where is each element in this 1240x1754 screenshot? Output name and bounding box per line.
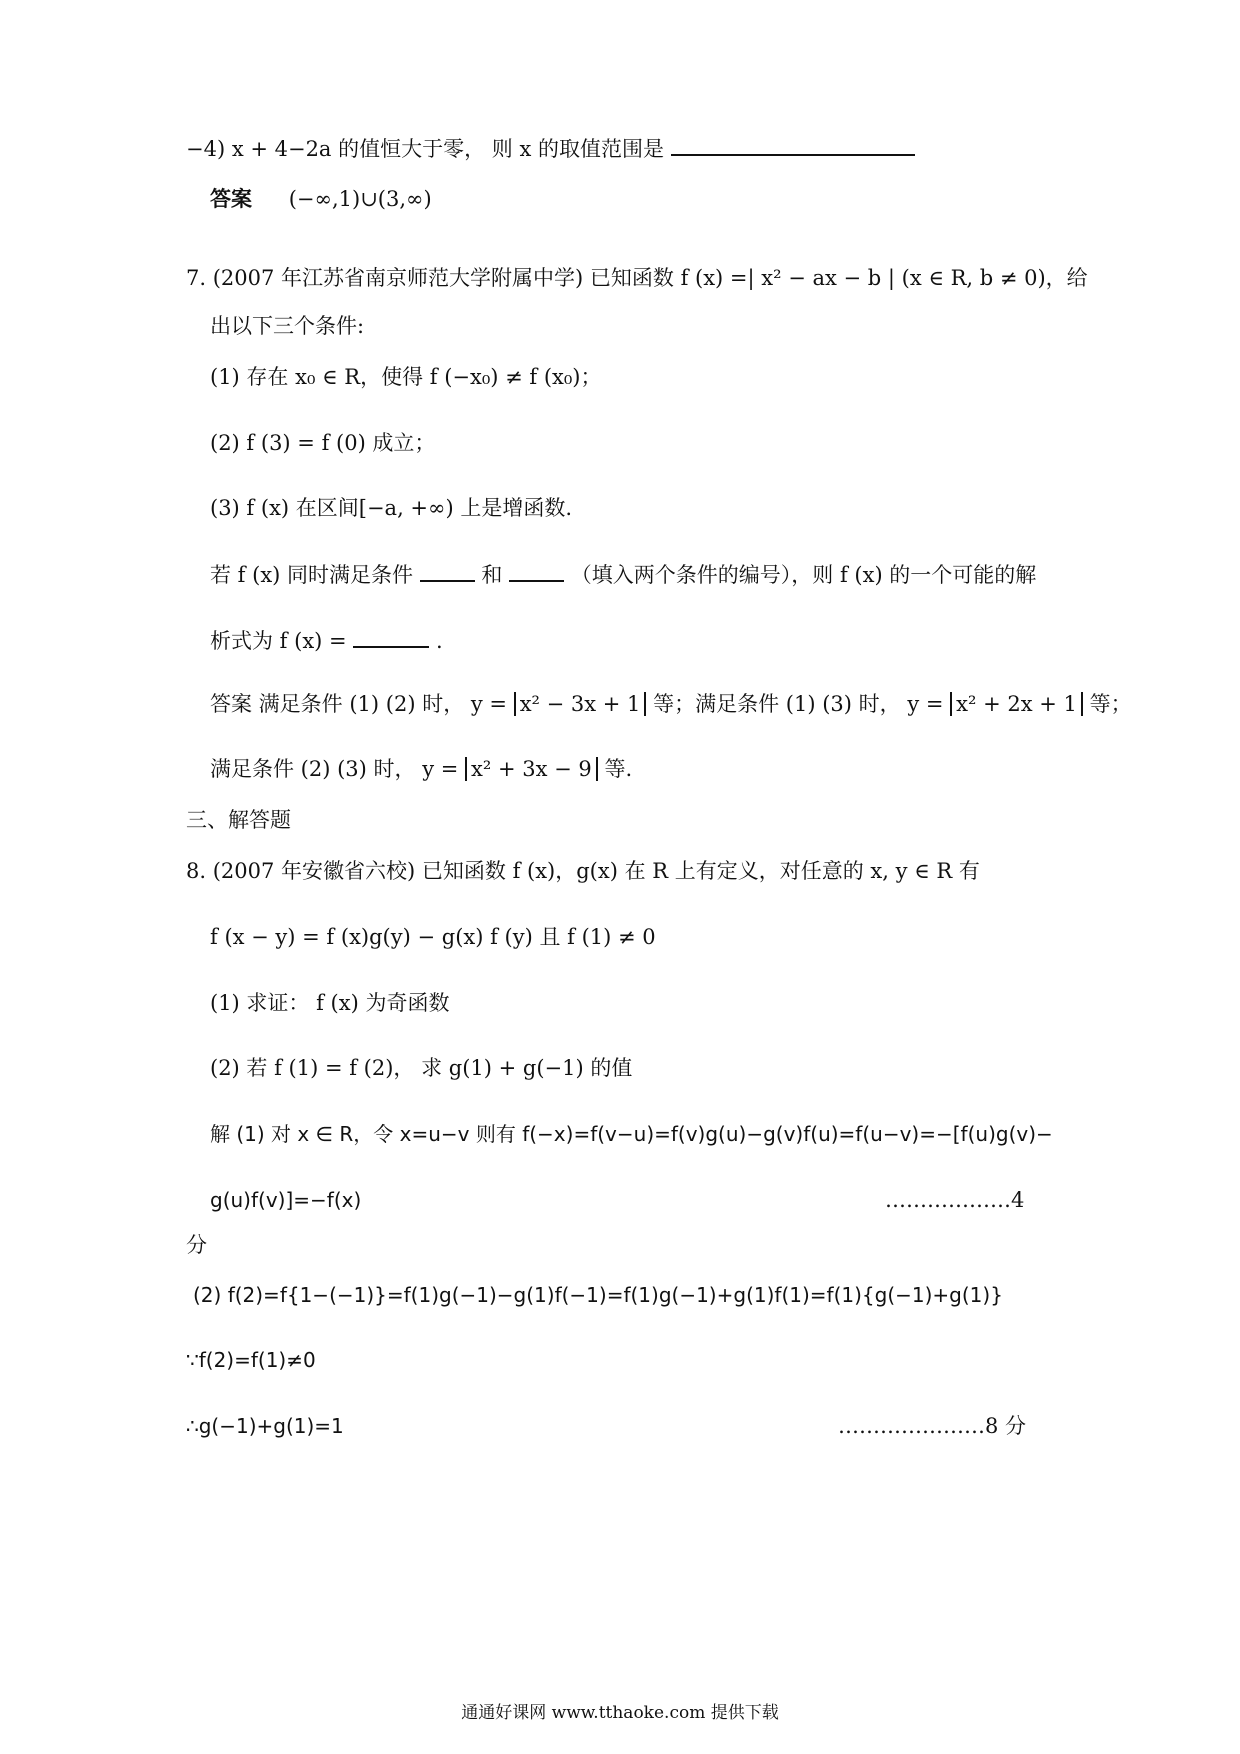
q7-ask2-text-a: 析式为 f (x) = <box>210 629 347 653</box>
solution-line-4: ∵f(2)=f(1)≠0 <box>186 1348 316 1372</box>
formula-blank <box>353 624 429 648</box>
q6-answer-value: (−∞,1)∪(3,∞) <box>288 187 432 211</box>
q6-tail-text: −4) x + 4−2a 的值恒大于零， 则 x 的取值范围是 <box>186 137 664 161</box>
q6-answer-blank <box>671 132 915 156</box>
q7-ans2-text-b: 等. <box>604 757 633 781</box>
q8-part-1: (1) 求证： f (x) 为奇函数 <box>210 991 450 1015</box>
q7-condition-3: (3) f (x) 在区间[−a, +∞) 上是增函数. <box>210 496 573 520</box>
solution-line-3: (2) f(2)=f{1−(−1)}=f(1)g(−1)−g(1)f(−1)=f(1)g(−1)+g(1)f(1)=f(1){g(−1)+g(1)} <box>193 1283 1003 1307</box>
q6-answer-line <box>210 184 432 214</box>
q8-equation: f (x − y) = f (x)g(y) − g(x) f (y) 且 f (1) ≠ 0 <box>210 925 656 949</box>
solution-line-2: g(u)f(v)]=−f(x) <box>210 1188 362 1212</box>
abs-expression-1: x² − 3x + 1 <box>514 692 647 716</box>
solution-line-1: 解 (1) 对 x ∈ R，令 x=u−v 则有 f(−x)=f(v−u)=f(v)g(u)−g(v)f(u)=f(u−v)=−[f(u)g(v)− <box>210 1122 1053 1146</box>
q7-head: 7. (2007 年江苏省南京师范大学附属中学) 已知函数 f (x) =| x² − ax − b | (x ∈ R, b ≠ 0)，给 <box>186 266 1088 290</box>
solution-line-5: ∴g(−1)+g(1)=1 <box>186 1414 344 1438</box>
abs-expression-3: x² + 3x − 9 <box>465 757 598 781</box>
q7-condition-1: (1) 存在 x₀ ∈ R，使得 f (−x₀) ≠ f (x₀)； <box>210 365 602 389</box>
q8-part-2: (2) 若 f (1) = f (2)， 求 g(1) + g(−1) 的值 <box>210 1056 633 1080</box>
q7-ask-line-2 <box>210 624 443 656</box>
score-unit: 分 <box>186 1233 207 1257</box>
q7-ask-text-a: 若 f (x) 同时满足条件 <box>210 563 414 587</box>
condition-blank-1 <box>420 558 475 582</box>
q7-condition-2: (2) f (3) = f (0) 成立； <box>210 431 436 455</box>
answer-label: 答案 <box>210 186 252 211</box>
score-dots-4: ………………4 <box>885 1188 1025 1212</box>
q7-head-cont: 出以下三个条件: <box>210 314 365 338</box>
section-heading: 三、解答题 <box>186 808 291 832</box>
q7-ans2-text-a: 满足条件 (2) (3) 时， y = <box>210 757 459 781</box>
q7-ask-line-1 <box>210 558 1036 590</box>
abs-expression-2: x² + 2x + 1 <box>950 692 1083 716</box>
score-dots-8: …………………8 分 <box>838 1414 1027 1438</box>
page-footer: 通通好课网 www.tthaoke.com 提供下载 <box>461 1703 779 1723</box>
q7-ask-text-c: （填入两个条件的编号），则 f (x) 的一个可能的解 <box>570 563 1037 587</box>
q7-ans1-text-c: 等； <box>1089 692 1132 716</box>
q7-ask-text-b: 和 <box>481 563 503 587</box>
q7-ask2-text-b: . <box>436 629 443 653</box>
condition-blank-2 <box>509 558 564 582</box>
q7-answer-line-1 <box>210 689 1132 719</box>
q8-head: 8. (2007 年安徽省六校) 已知函数 f (x)，g(x) 在 R 上有定义，对任意的 x, y ∈ R 有 <box>186 859 980 883</box>
q7-ans1-text-b: 等；满足条件 (1) (3) 时， y = <box>653 692 944 716</box>
q7-answer-line-2 <box>210 754 632 784</box>
q7-ans1-text-a: 答案 满足条件 (1) (2) 时， y = <box>210 692 508 716</box>
q6-tail-line <box>186 132 915 164</box>
